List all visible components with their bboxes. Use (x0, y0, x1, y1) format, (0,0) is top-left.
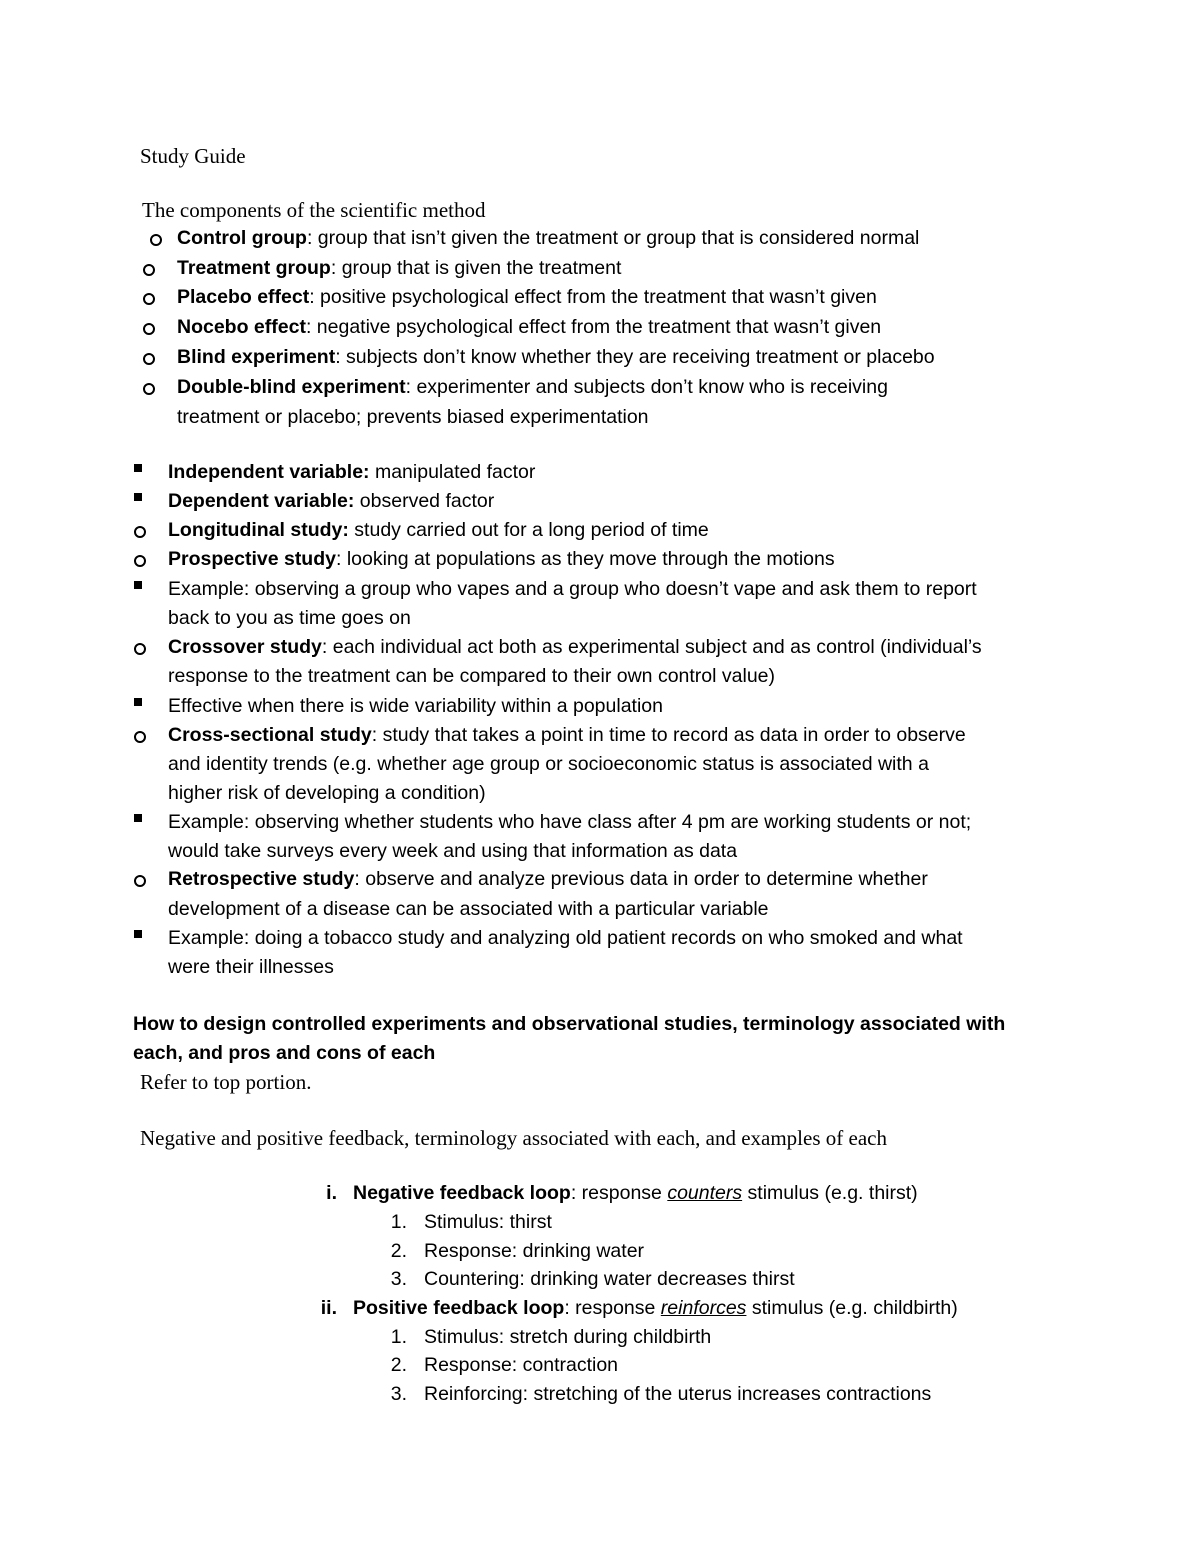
roman-marker: ii. (320, 1297, 337, 1319)
section-heading-design-cont: each, and pros and cons of each (133, 1042, 436, 1064)
list-item: Control group: group that isn’t given the treatment or group that is considered normal (177, 227, 920, 249)
square-bullet-icon (134, 581, 142, 589)
list-item-continuation: would take surveys every week and using that information as data (168, 840, 738, 862)
section-heading-scientific-method: The components of the scientific method (142, 198, 486, 222)
step-text: Stimulus: stretch during childbirth (424, 1326, 712, 1348)
square-bullet-icon (134, 698, 142, 706)
list-item-continuation: development of a disease can be associated with a particular variable (168, 898, 769, 920)
ring-bullet-icon (134, 643, 146, 655)
list-item-continuation: treatment or placebo; prevents biased experimentation (177, 406, 649, 428)
list-item-continuation: response to the treatment can be compared to their own control value) (168, 665, 776, 687)
step-number: 1. (390, 1211, 407, 1233)
feedback-loop-item: Positive feedback loop: response reinforces stimulus (e.g. childbirth) (353, 1297, 958, 1319)
step-number: 1. (390, 1326, 407, 1348)
section-heading-design: How to design controlled experiments and observational studies, terminology associated with (133, 1013, 1006, 1035)
list-item: Nocebo effect: negative psychological effect from the treatment that wasn’t given (177, 316, 882, 338)
ring-bullet-icon (134, 555, 146, 567)
step-number: 3. (390, 1383, 407, 1405)
list-item: Example: doing a tobacco study and analyzing old patient records on who smoked and what (168, 927, 963, 949)
step-text: Countering: drinking water decreases thirst (424, 1268, 795, 1290)
step-number: 3. (390, 1268, 407, 1290)
ring-bullet-icon (150, 234, 162, 246)
ring-bullet-icon (134, 875, 146, 887)
ring-bullet-icon (143, 293, 155, 305)
feedback-loop-item: Negative feedback loop: response counters stimulus (e.g. thirst) (353, 1182, 918, 1204)
step-text: Reinforcing: stretching of the uterus increases contractions (424, 1383, 932, 1405)
list-item-continuation: and identity trends (e.g. whether age group or socioeconomic status is associated with a (168, 753, 929, 775)
list-item-continuation: were their illnesses (168, 956, 334, 978)
list-item-continuation: back to you as time goes on (168, 607, 411, 629)
list-item: Placebo effect: positive psychological effect from the treatment that wasn’t given (177, 286, 877, 308)
square-bullet-icon (134, 814, 142, 822)
list-item: Blind experiment: subjects don’t know whether they are receiving treatment or placebo (177, 346, 935, 368)
list-item: Crossover study: each individual act both as experimental subject and as control (individual’s (168, 636, 982, 658)
refer-note: Refer to top portion. (140, 1070, 312, 1094)
step-text: Response: drinking water (424, 1240, 645, 1262)
step-number: 2. (390, 1354, 407, 1376)
doc-title: Study Guide (140, 144, 246, 168)
step-text: Stimulus: thirst (424, 1211, 552, 1233)
list-item: Double-blind experiment: experimenter and subjects don’t know who is receiving (177, 376, 888, 398)
step-number: 2. (390, 1240, 407, 1262)
list-item: Cross-sectional study: study that takes a point in time to record as data in order to observe (168, 724, 966, 746)
list-item: Longitudinal study: study carried out for a long period of time (168, 519, 709, 541)
list-item: Prospective study: looking at populations as they move through the motions (168, 548, 835, 570)
ring-bullet-icon (143, 383, 155, 395)
list-item: Dependent variable: observed factor (168, 490, 495, 512)
list-item: Treatment group: group that is given the treatment (177, 257, 622, 279)
roman-marker: i. (326, 1182, 337, 1204)
step-text: Response: contraction (424, 1354, 619, 1376)
square-bullet-icon (134, 930, 142, 938)
square-bullet-icon (134, 493, 142, 501)
ring-bullet-icon (134, 526, 146, 538)
list-item: Independent variable: manipulated factor (168, 461, 536, 483)
list-item: Retrospective study: observe and analyze previous data in order to determine whether (168, 868, 928, 890)
ring-bullet-icon (143, 323, 155, 335)
ring-bullet-icon (143, 353, 155, 365)
list-item: Example: observing whether students who have class after 4 pm are working students or not; (168, 811, 972, 833)
ring-bullet-icon (134, 731, 146, 743)
list-item-continuation: higher risk of developing a condition) (168, 782, 486, 804)
list-item: Effective when there is wide variability within a population (168, 695, 663, 717)
ring-bullet-icon (143, 264, 155, 276)
list-item: Example: observing a group who vapes and a group who doesn’t vape and ask them to report (168, 578, 977, 600)
square-bullet-icon (134, 464, 142, 472)
section-heading-feedback: Negative and positive feedback, terminology associated with each, and examples of each (140, 1126, 887, 1150)
